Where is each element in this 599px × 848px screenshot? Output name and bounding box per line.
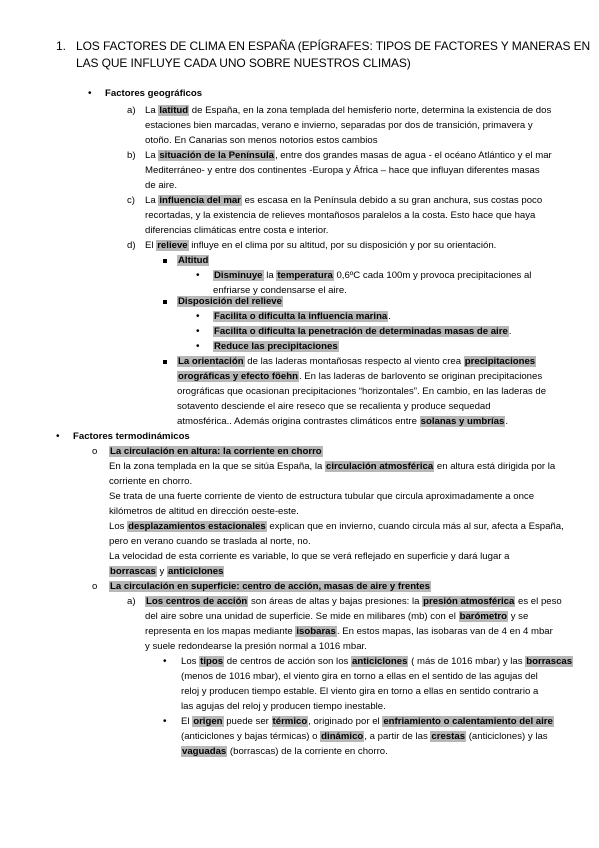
subtitle-disposicion: Disposición del relieve (178, 296, 282, 307)
disposicion-item-2: Facilita o dificulta la penetración de determinadas masas de aire. (214, 326, 512, 337)
section-title-geograficos: Factores geográficos (105, 88, 203, 99)
para-relieve-line-1: El relieve influye en el clima por su altitud, por su disposición y por su orientación. (145, 240, 497, 251)
term-influencia-mar: influencia del mar (159, 195, 241, 206)
list-marker-a: a) (127, 105, 136, 116)
orientacion-line-4: sotavento desciende el aire reseco que se recalienta y produce sequedad (177, 401, 491, 412)
tipos-line-3: reloj y producen tiempo estable. El viento gira en torno a ellas en sentido contrario a (181, 686, 539, 697)
orientacion-line-1: La orientación de las laderas montañosas respecto al viento crea precipitaciones (178, 356, 536, 367)
origen-line-2: (anticiclones y bajas térmicas) o dinámico, a partir de las crestas (anticiclones) y las (181, 731, 548, 742)
origen-line-3: vaguadas (borrascas) de la corriente en chorro. (182, 746, 388, 757)
tipos-line-1: Los tipos de centros de acción son los anticiclones ( más de 1016 mbar) y las borrascas (181, 656, 573, 667)
list-marker-b: b) (127, 150, 136, 161)
orientacion-line-5: atmosférica.. Además origina contrastes climáticos entre solanas y umbrías. (177, 416, 509, 427)
altura-p3-line-1: Los desplazamientos estacionales explican que en invierno, cuando circula más al sur, afecta a España, (109, 521, 564, 532)
heading-line-2: LAS QUE INFLUYE CADA UNO SOBRE NUESTROS CLIMAS) (76, 56, 411, 70)
heading-number: 1. (56, 39, 66, 53)
disposicion-item-1: Facilita o dificulta la influencia marina. (214, 311, 391, 322)
para-mar-line-1: La influencia del mar es escasa en la Península debido a su gran anchura, sus costas poco (145, 195, 543, 206)
para-latitud-line-1: La latitud de España, en la zona templada del hemisferio norte, determina la existencia de dos (145, 105, 552, 116)
circle-bullet-icon: o (92, 581, 98, 592)
square-bullet-icon (163, 360, 167, 364)
altura-p2-line-2: kilómetros de altitud en dirección oeste-este. (109, 506, 299, 517)
list-marker-c: c) (127, 195, 135, 206)
bullet-icon: • (196, 311, 200, 322)
para-mar-line-2: recortadas, y la existencia de relieves montañosos paralelos a la costa. Esto hace que haya (145, 210, 536, 221)
para-situacion-line-1: La situación de la Península, entre dos grandes masas de agua - el océano Atlántico y el mar (145, 150, 552, 161)
subtitle-altura: La circulación en altura: la corriente en chorro (110, 446, 322, 457)
list-marker-a: a) (127, 596, 136, 607)
altitud-item-line-1: Disminuye la temperatura 0,6ºC cada 100m y provoca precipitaciones al (214, 270, 532, 281)
square-bullet-icon (163, 300, 167, 304)
centros-line-1: Los centros de acción son áreas de altas y bajas presiones: la presión atmosférica es el peso (146, 596, 562, 607)
altura-p4-line-1: La velocidad de esta corriente es variable, lo que se verá reflejado en superficie y dará lugar a (109, 551, 510, 562)
orientacion-line-3: orográficas que ocasionan precipitaciones “horizontales”. En cambio, en las laderas de (177, 386, 547, 397)
square-bullet-icon (163, 259, 167, 263)
term-situacion: situación de la Península (159, 150, 274, 161)
centros-line-3: representa en los mapas mediante isobaras. En estos mapas, las isobaras van de 4 en 4 mbar (145, 626, 553, 637)
term-latitud: latitud (159, 105, 189, 116)
altura-p2-line-1: Se trata de una fuerte corriente de viento de estructura tubular que circula aproximadamente a once (109, 491, 535, 502)
bullet-icon: • (163, 716, 167, 727)
centros-line-2: del aire sobre una unidad de superficie. Se mide en milibares (mb) con el barómetro y se (145, 611, 529, 622)
disposicion-item-3: Reduce las precipitaciones (214, 341, 338, 352)
bullet-icon: • (88, 88, 92, 99)
subtitle-superficie: La circulación en superficie: centro de acción, masas de aire y frentes (110, 581, 430, 592)
origen-line-1: El origen puede ser térmico, originado por el enfriamiento o calentamiento del aire (181, 716, 553, 727)
para-situacion-line-3: de aire. (145, 180, 177, 191)
altitud-item-line-2: enfriarse y condensarse el aire. (213, 285, 347, 296)
tipos-line-2: (menos de 1016 mbar), el viento gira en torno a ellas en el sentido de las agujas del (181, 671, 538, 682)
altura-p4-line-2: borrascas y anticiclones (110, 566, 224, 577)
para-mar-line-3: diferencias climáticas entre costa e interior. (145, 225, 329, 236)
centros-line-4: y suele redondearse la presión normal a 1016 mbar. (145, 641, 367, 652)
term-relieve: relieve (157, 240, 188, 251)
altura-p1-line-2: corriente en chorro. (109, 476, 193, 487)
subtitle-altitud: Altitud (178, 255, 209, 266)
bullet-icon: • (196, 341, 200, 352)
para-latitud-line-2: estaciones bien marcadas, verano e invierno, separadas por dos de transición, primavera y (145, 120, 533, 131)
heading-line-1: LOS FACTORES DE CLIMA EN ESPAÑA (EPÍGRAFES: TIPOS DE FACTORES Y MANERAS EN (76, 39, 591, 53)
circle-bullet-icon: o (92, 446, 98, 457)
orientacion-line-2: orográficas y efecto föehn. En las laderas de barlovento se originan precipitaciones (178, 371, 543, 382)
bullet-icon: • (56, 431, 60, 442)
para-situacion-line-2: Mediterráneo- y entre dos continentes -Europa y África – hace que influyan diferentes masas (145, 165, 540, 176)
list-marker-d: d) (127, 240, 136, 251)
bullet-icon: • (163, 656, 167, 667)
altura-p1-line-1: En la zona templada en la que se sitúa España, la circulación atmosférica en altura está dirigida por la (109, 461, 556, 472)
bullet-icon: • (196, 326, 200, 337)
para-latitud-line-3: otoño. En Canarias son menos notorios estos cambios (145, 135, 378, 146)
altura-p3-line-2: pero en verano cuando se traslada al norte, no. (109, 536, 311, 547)
tipos-line-4: las agujas del reloj y producen tiempo inestable. (181, 701, 386, 712)
section-title-termodinamicos: Factores termodinámicos (73, 431, 190, 442)
bullet-icon: • (196, 270, 200, 281)
